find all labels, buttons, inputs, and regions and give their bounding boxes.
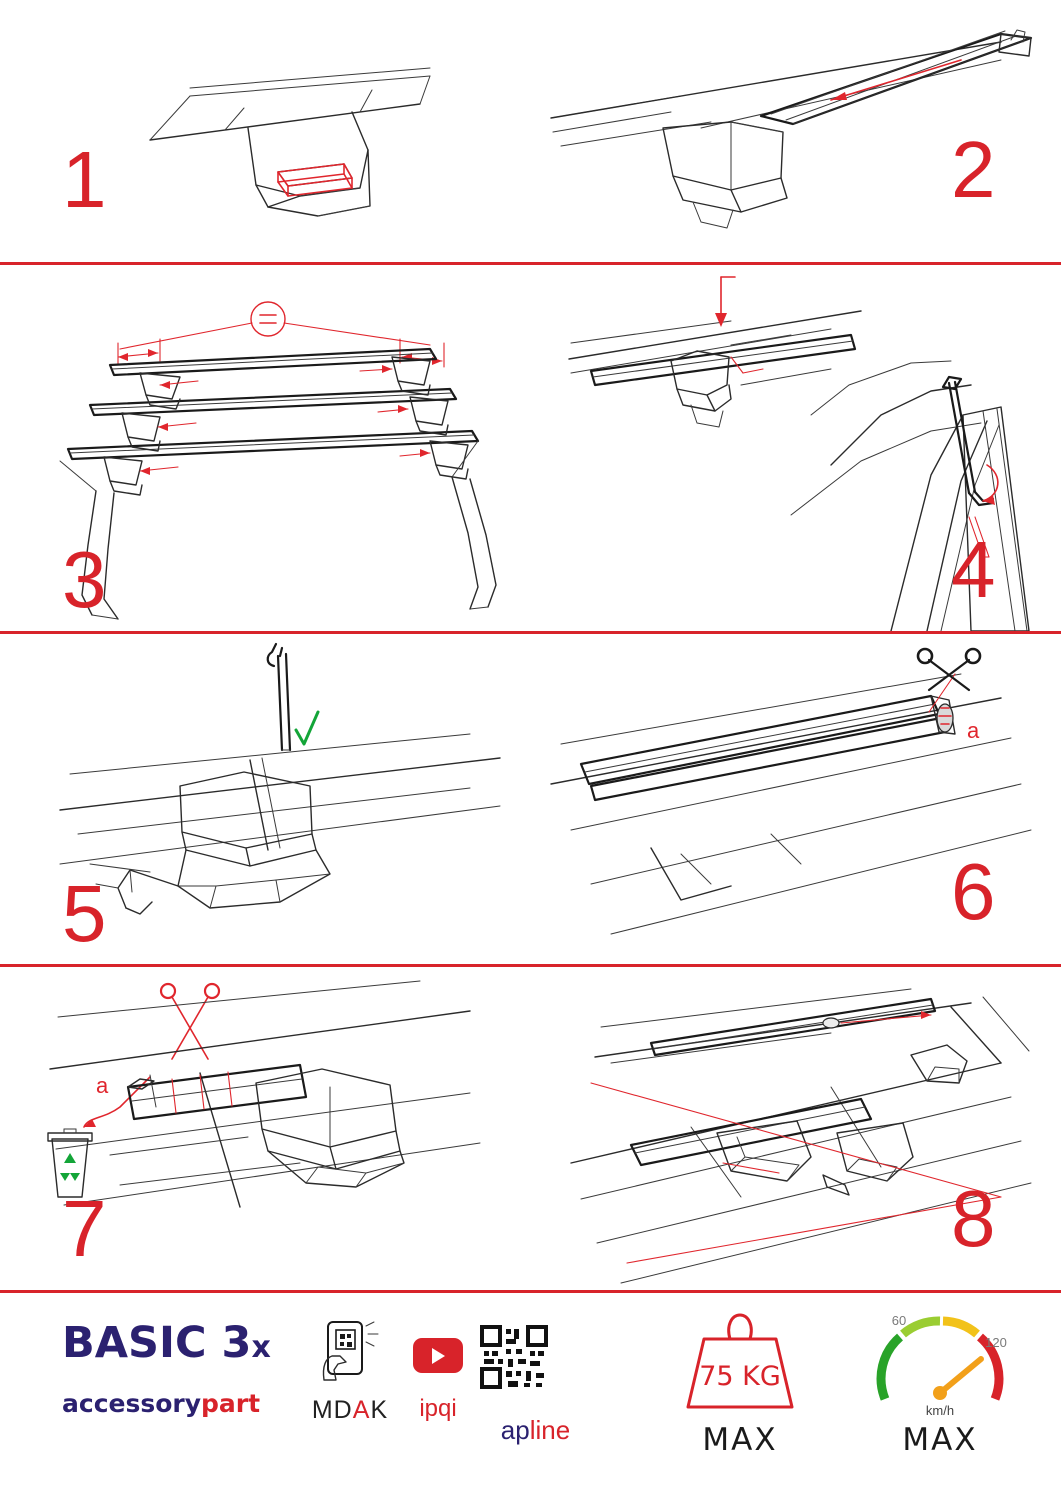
- step-number-1: 1: [62, 135, 105, 224]
- step-number-4: 4: [951, 525, 994, 614]
- step-panel-6: [531, 634, 1061, 964]
- step-panel-8: [531, 967, 1061, 1290]
- scissors-icon-red: [161, 984, 219, 1059]
- step-panel-4: [531, 265, 1061, 631]
- youtube-icon[interactable]: [413, 1338, 463, 1373]
- mdak-label: MDAK: [311, 1396, 389, 1424]
- step-panel-1: [0, 0, 530, 262]
- mdak-block: [300, 1318, 400, 1425]
- max-weight-value: 75 KG: [699, 1361, 781, 1392]
- speed-unit: km/h: [925, 1403, 955, 1418]
- step-number-2: 2: [951, 125, 994, 214]
- speed-max-tick: 120: [985, 1335, 1007, 1350]
- weight-icon: [660, 1303, 820, 1418]
- max-weight-label: MAX: [702, 1422, 778, 1458]
- step-number-3: 3: [62, 535, 105, 624]
- step-number-6: 6: [951, 847, 994, 936]
- speedometer-icon: [855, 1303, 1025, 1418]
- product-suffix: x: [251, 1330, 271, 1365]
- qr-code-icon[interactable]: [478, 1323, 550, 1393]
- step-number-8: 8: [951, 1174, 994, 1263]
- step-number-5: 5: [62, 869, 105, 958]
- step-panel-7: [0, 967, 530, 1290]
- scan-qr-hand-icon: [300, 1318, 392, 1388]
- apline-block: [478, 1323, 593, 1446]
- apline-label: apline: [500, 1415, 571, 1445]
- label-a-step6: a: [967, 718, 980, 743]
- max-speed-indicator: [855, 1303, 1025, 1458]
- ipqi-block: [398, 1338, 478, 1423]
- product-branding: [62, 1320, 292, 1418]
- product-name: BASIC 3x: [62, 1318, 271, 1368]
- max-load-indicator: [660, 1303, 820, 1458]
- step-panel-5: [0, 634, 530, 964]
- ipqi-label: ipqi: [419, 1395, 457, 1422]
- brand-name: accessorypart: [62, 1389, 261, 1418]
- label-a-step7: a: [96, 1073, 109, 1098]
- scissors-icon: [918, 649, 980, 690]
- speed-min-tick: 60: [891, 1313, 907, 1328]
- step-panel-3: [0, 265, 530, 631]
- step-number-7: 7: [62, 1184, 105, 1273]
- footer-bar: [0, 1293, 1061, 1500]
- max-speed-label: MAX: [902, 1422, 978, 1458]
- step-panel-2: [531, 0, 1061, 262]
